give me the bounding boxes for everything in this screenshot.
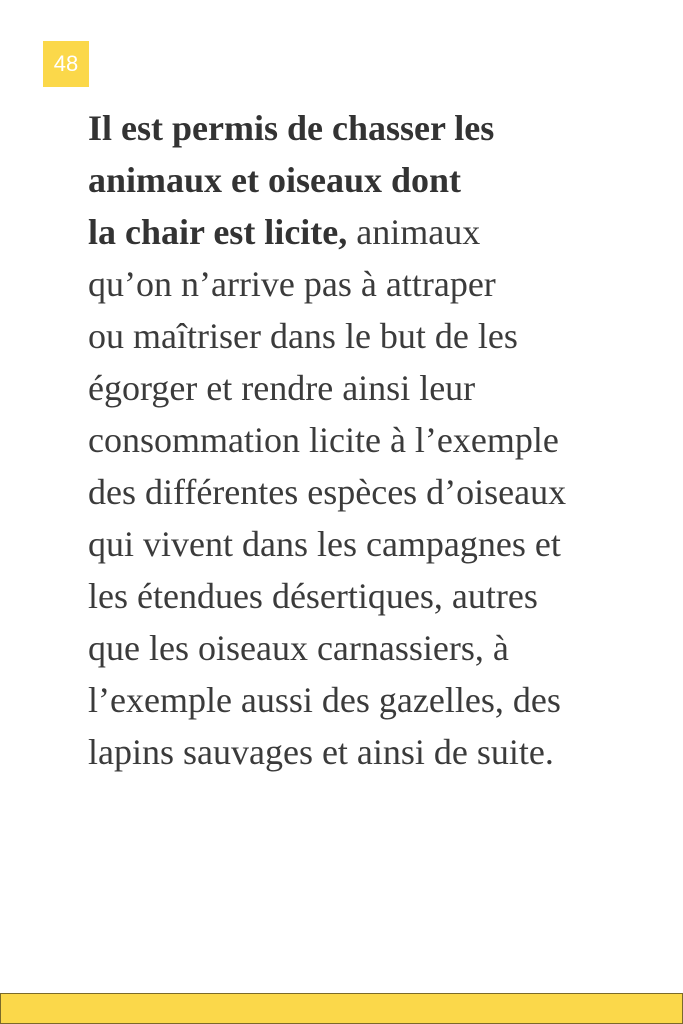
body-paragraph <box>88 102 663 778</box>
text-line-1 <box>88 102 663 154</box>
normal-text: consommation licite à l’exemple <box>88 420 559 460</box>
normal-text: ou maîtriser dans le but de les <box>88 316 518 356</box>
bold-text: Il est permis de chasser les <box>88 108 495 148</box>
normal-text: égorger et rendre ainsi leur <box>88 368 476 408</box>
page-number-badge <box>43 41 89 87</box>
page-number: 48 <box>53 51 79 76</box>
text-line-8 <box>88 466 663 518</box>
normal-text: les étendues désertiques, autres <box>88 576 538 616</box>
text-line-5 <box>88 310 663 362</box>
normal-text: animaux <box>347 212 481 252</box>
normal-text: que les oiseaux carnassiers, à <box>88 628 509 668</box>
footer-bar <box>0 993 683 1024</box>
text-line-10 <box>88 570 663 622</box>
text-line-6 <box>88 362 663 414</box>
normal-text: qu’on n’arrive pas à attraper <box>88 264 496 304</box>
text-line-4 <box>88 258 663 310</box>
normal-text: l’exemple aussi des gazelles, des <box>88 680 561 720</box>
text-line-12 <box>88 674 663 726</box>
bold-text: la chair est licite, <box>88 212 348 252</box>
normal-text: qui vivent dans les campagnes et <box>88 524 561 564</box>
text-line-13 <box>88 726 663 778</box>
text-line-11 <box>88 622 663 674</box>
normal-text: des différentes espèces d’oiseaux <box>88 472 567 512</box>
normal-text: lapins sauvages et ainsi de suite. <box>88 732 554 772</box>
text-line-9 <box>88 518 663 570</box>
text-line-2 <box>88 154 663 206</box>
text-line-3 <box>88 206 663 258</box>
text-line-7 <box>88 414 663 466</box>
bold-text: animaux et oiseaux dont <box>88 160 462 200</box>
